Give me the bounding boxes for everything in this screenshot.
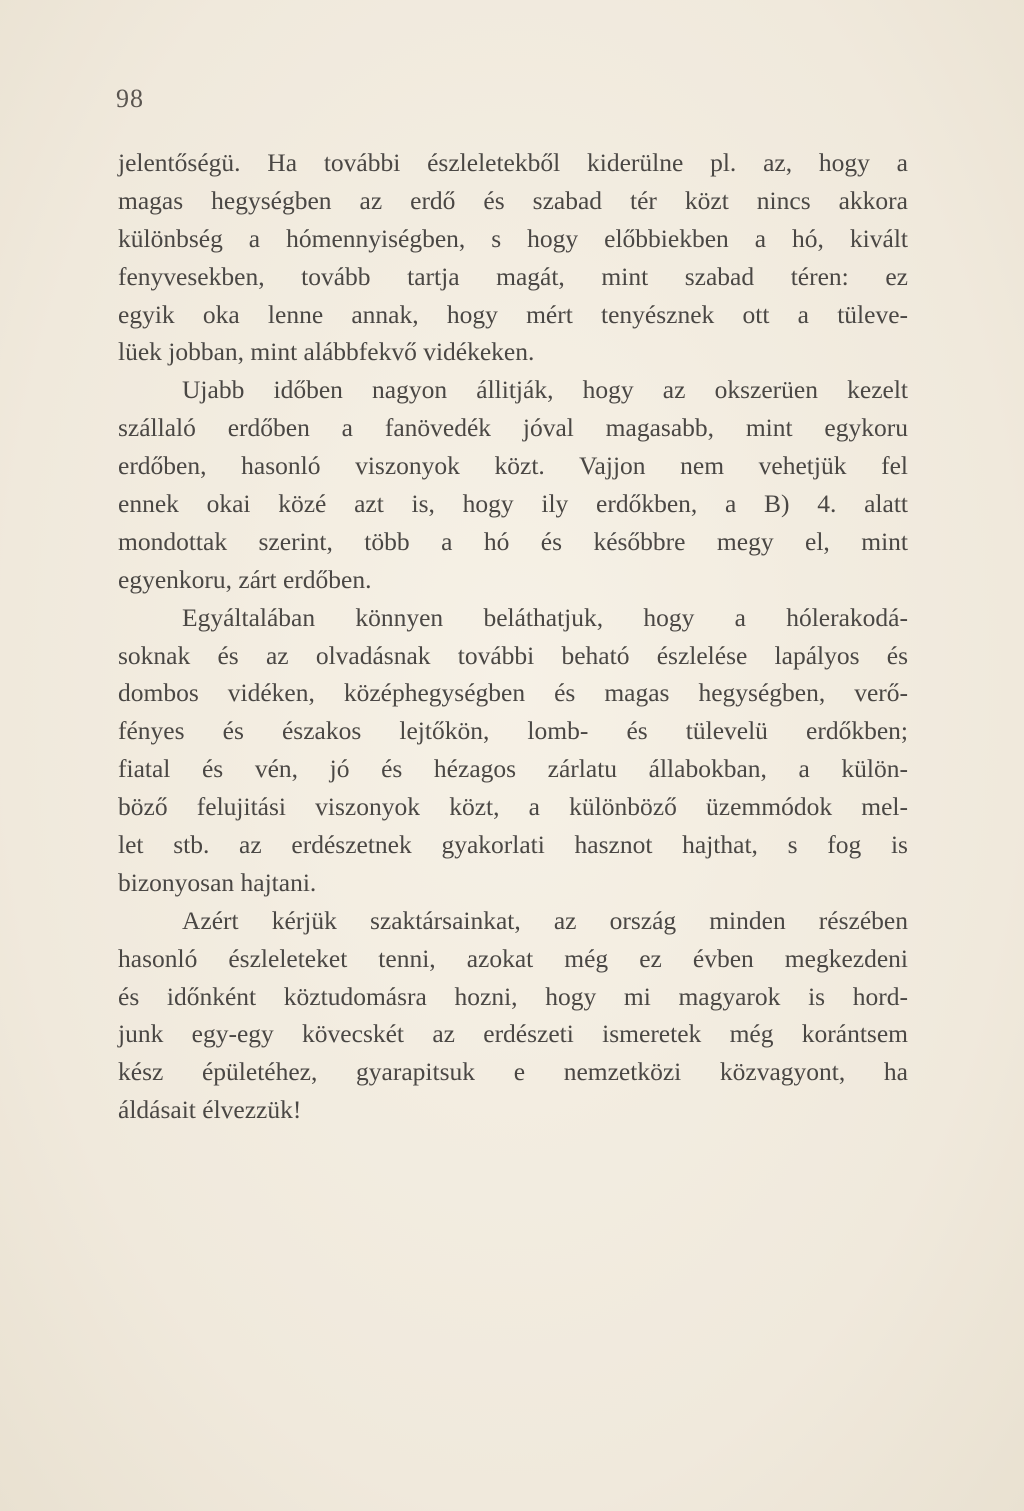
paragraph-first-line: Ujabb időben nagyon állitják, hogy az okszerüen kezelt	[182, 375, 908, 405]
text-line: hasonló észleleteket tenni, azokat még ez évben megkezdeni	[118, 943, 908, 973]
text-line: lüek jobban, mint alábbfekvő vidékeken.	[118, 337, 535, 367]
text-line: áldásait élvezzük!	[118, 1095, 302, 1125]
page-number: 98	[116, 84, 144, 113]
text-line: kész épületéhez, gyarapitsuk e nemzetközi közvagyont, ha	[118, 1057, 908, 1087]
text-line: különbség a hómennyiségben, s hogy előbbiekben a hó, kivált	[118, 223, 908, 253]
text-line: soknak és az olvadásnak további beható észlelése lapályos és	[118, 640, 908, 670]
text-line: böző felujitási viszonyok közt, a különböző üzemmódok mel-	[118, 792, 908, 822]
text-line: egyik oka lenne annak, hogy mért tenyésznek ott a tüleve-	[118, 299, 908, 329]
paragraph-first-line: Egyáltalában könnyen beláthatjuk, hogy a hólerakodá-	[182, 602, 908, 632]
text-line: dombos vidéken, középhegységben és magas hegységben, verő-	[118, 678, 908, 708]
text-line: fiatal és vén, jó és hézagos zárlatu állabokban, a külön-	[118, 754, 908, 784]
text-line: erdőben, hasonló viszonyok közt. Vajjon nem vehetjük fel	[118, 451, 908, 481]
text-line: let stb. az erdészetnek gyakorlati hasznot hajthat, s fog is	[118, 830, 908, 860]
text-line: bizonyosan hajtani.	[118, 867, 317, 897]
text-line: egyenkoru, zárt erdőben.	[118, 564, 372, 594]
text-line: és időnként köztudomásra hozni, hogy mi magyarok is hord-	[118, 981, 908, 1011]
paragraph-first-line: Azért kérjük szaktársainkat, az ország minden részében	[182, 905, 908, 935]
text-line: mondottak szerint, több a hó és későbbre megy el, mint	[118, 526, 908, 556]
body-text	[118, 144, 908, 1129]
text-line: junk egy-egy kövecskét az erdészeti ismeretek még korántsem	[118, 1019, 908, 1049]
text-line: ennek okai közé azt is, hogy ily erdőkben, a B) 4. alatt	[118, 489, 908, 519]
text-line: magas hegységben az erdő és szabad tér közt nincs akkora	[118, 185, 908, 215]
text-line: jelentőségü. Ha további észleletekből kiderülne pl. az, hogy a	[118, 148, 908, 177]
text-line: fényes és északos lejtőkön, lomb- és tülevelü erdőkben;	[118, 716, 908, 746]
text-line: fenyvesekben, tovább tartja magát, mint szabad téren: ez	[118, 261, 908, 291]
text-line: szállaló erdőben a fanövedék jóval magasabb, mint egykoru	[118, 413, 908, 443]
